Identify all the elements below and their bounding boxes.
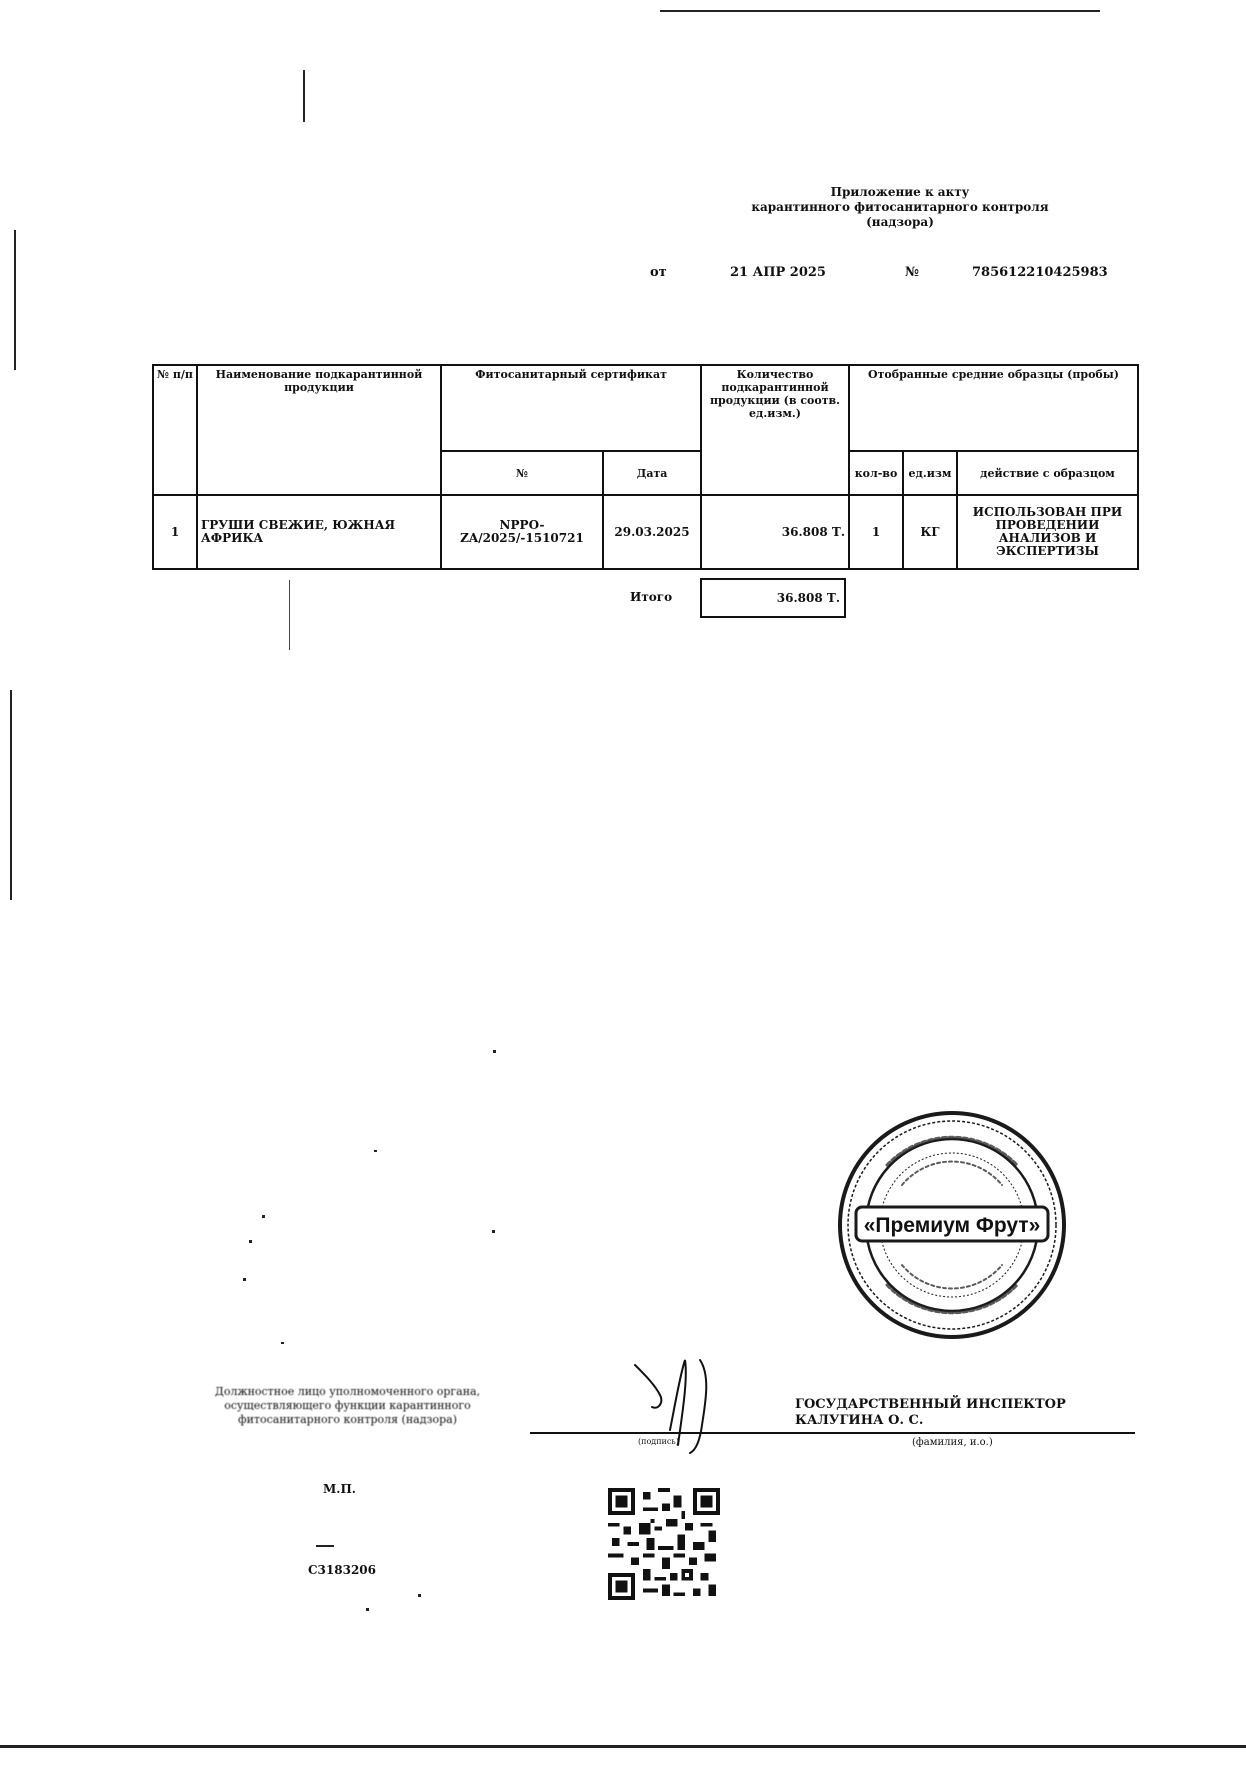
header-product: Наименование подкарантинной продукции xyxy=(197,365,441,495)
total-label: Итого xyxy=(630,590,673,604)
header-certificate: Фитосанитарный сертификат xyxy=(441,365,701,451)
seal-place-label: М.П. xyxy=(323,1482,356,1496)
appendix-heading xyxy=(700,185,1100,230)
document-code: С3183206 xyxy=(308,1563,376,1577)
official-position-caption xyxy=(185,1385,510,1427)
appendix-line: (надзора) xyxy=(866,215,934,229)
header-quantity: Количество подкарантинной продукции (в соотв. ед.изм.) xyxy=(701,365,849,495)
header-cert-date: Дата xyxy=(603,451,701,495)
company-stamp xyxy=(832,1105,1072,1345)
inspector-title: ГОСУДАРСТВЕННЫЙ ИНСПЕКТОР xyxy=(795,1397,1066,1412)
act-date: 21 АПР 2025 xyxy=(730,265,826,280)
stamp-center-text: «Премиум Фрут» xyxy=(863,1214,1041,1237)
header-sample-action: действие с образцом xyxy=(957,451,1138,495)
cell-sample-action: ИСПОЛЬЗОВАН ПРИ ПРОВЕДЕНИИ АНАЛИЗОВ И ЭКСПЕРТИЗЫ xyxy=(957,495,1138,569)
official-line: Должностное лицо уполномоченного органа, xyxy=(214,1385,481,1398)
scan-artifact-top-line xyxy=(660,10,1100,12)
table-header-row xyxy=(153,365,1138,451)
header-sample-unit: ед.изм xyxy=(903,451,957,495)
inspector-name: КАЛУГИНА О. С. xyxy=(795,1413,924,1428)
scan-speck xyxy=(492,1230,495,1233)
official-line: осуществляющего функции карантинного xyxy=(224,1399,471,1412)
appendix-line: карантинного фитосанитарного контроля xyxy=(751,200,1049,214)
total-value: 36.808 Т. xyxy=(700,578,846,618)
header-samples: Отобранные средние образцы (пробы) xyxy=(849,365,1138,451)
scan-artifact-dash xyxy=(316,1545,334,1547)
inspector-block xyxy=(795,1397,1066,1429)
number-prefix: № xyxy=(905,265,920,280)
scan-speck xyxy=(281,1342,284,1344)
scan-speck xyxy=(243,1278,246,1281)
scan-artifact-left-mark xyxy=(303,70,305,122)
cell-product: ГРУШИ СВЕЖИЕ, ЮЖНАЯ АФРИКА xyxy=(197,495,441,569)
scan-speck xyxy=(366,1608,369,1611)
official-line: фитосанитарного контроля (надзора) xyxy=(237,1413,458,1426)
scan-speck xyxy=(249,1240,252,1243)
table-row xyxy=(153,495,1138,569)
qr-code xyxy=(608,1488,720,1600)
scan-speck xyxy=(374,1150,377,1152)
scan-artifact-bottom-line xyxy=(0,1745,1246,1748)
header-sample-qty: кол-во xyxy=(849,451,903,495)
cell-cert-number: NPPO-ZA/2025/-1510721 xyxy=(441,495,603,569)
cell-num: 1 xyxy=(153,495,197,569)
scan-artifact-dash xyxy=(289,580,290,650)
appendix-line: Приложение к акту xyxy=(830,185,970,199)
scan-artifact-left-edge xyxy=(10,690,12,900)
scan-artifact-left-edge xyxy=(14,230,16,370)
quarantine-products-table xyxy=(152,364,1139,570)
cell-cert-date: 29.03.2025 xyxy=(603,495,701,569)
scan-speck xyxy=(418,1594,421,1597)
scan-speck xyxy=(262,1215,265,1218)
signature-caption: (подпись) xyxy=(638,1437,679,1446)
header-cert-number: № xyxy=(441,451,603,495)
name-caption: (фамилия, и.о.) xyxy=(912,1437,993,1448)
date-prefix: от xyxy=(650,265,667,280)
act-number: 785612210425983 xyxy=(972,265,1108,280)
signature-line xyxy=(530,1432,1135,1434)
cell-sample-unit: КГ xyxy=(903,495,957,569)
cell-sample-qty: 1 xyxy=(849,495,903,569)
cell-quantity: 36.808 Т. xyxy=(701,495,849,569)
header-num: № п/п xyxy=(153,365,197,495)
scan-speck xyxy=(493,1050,496,1053)
